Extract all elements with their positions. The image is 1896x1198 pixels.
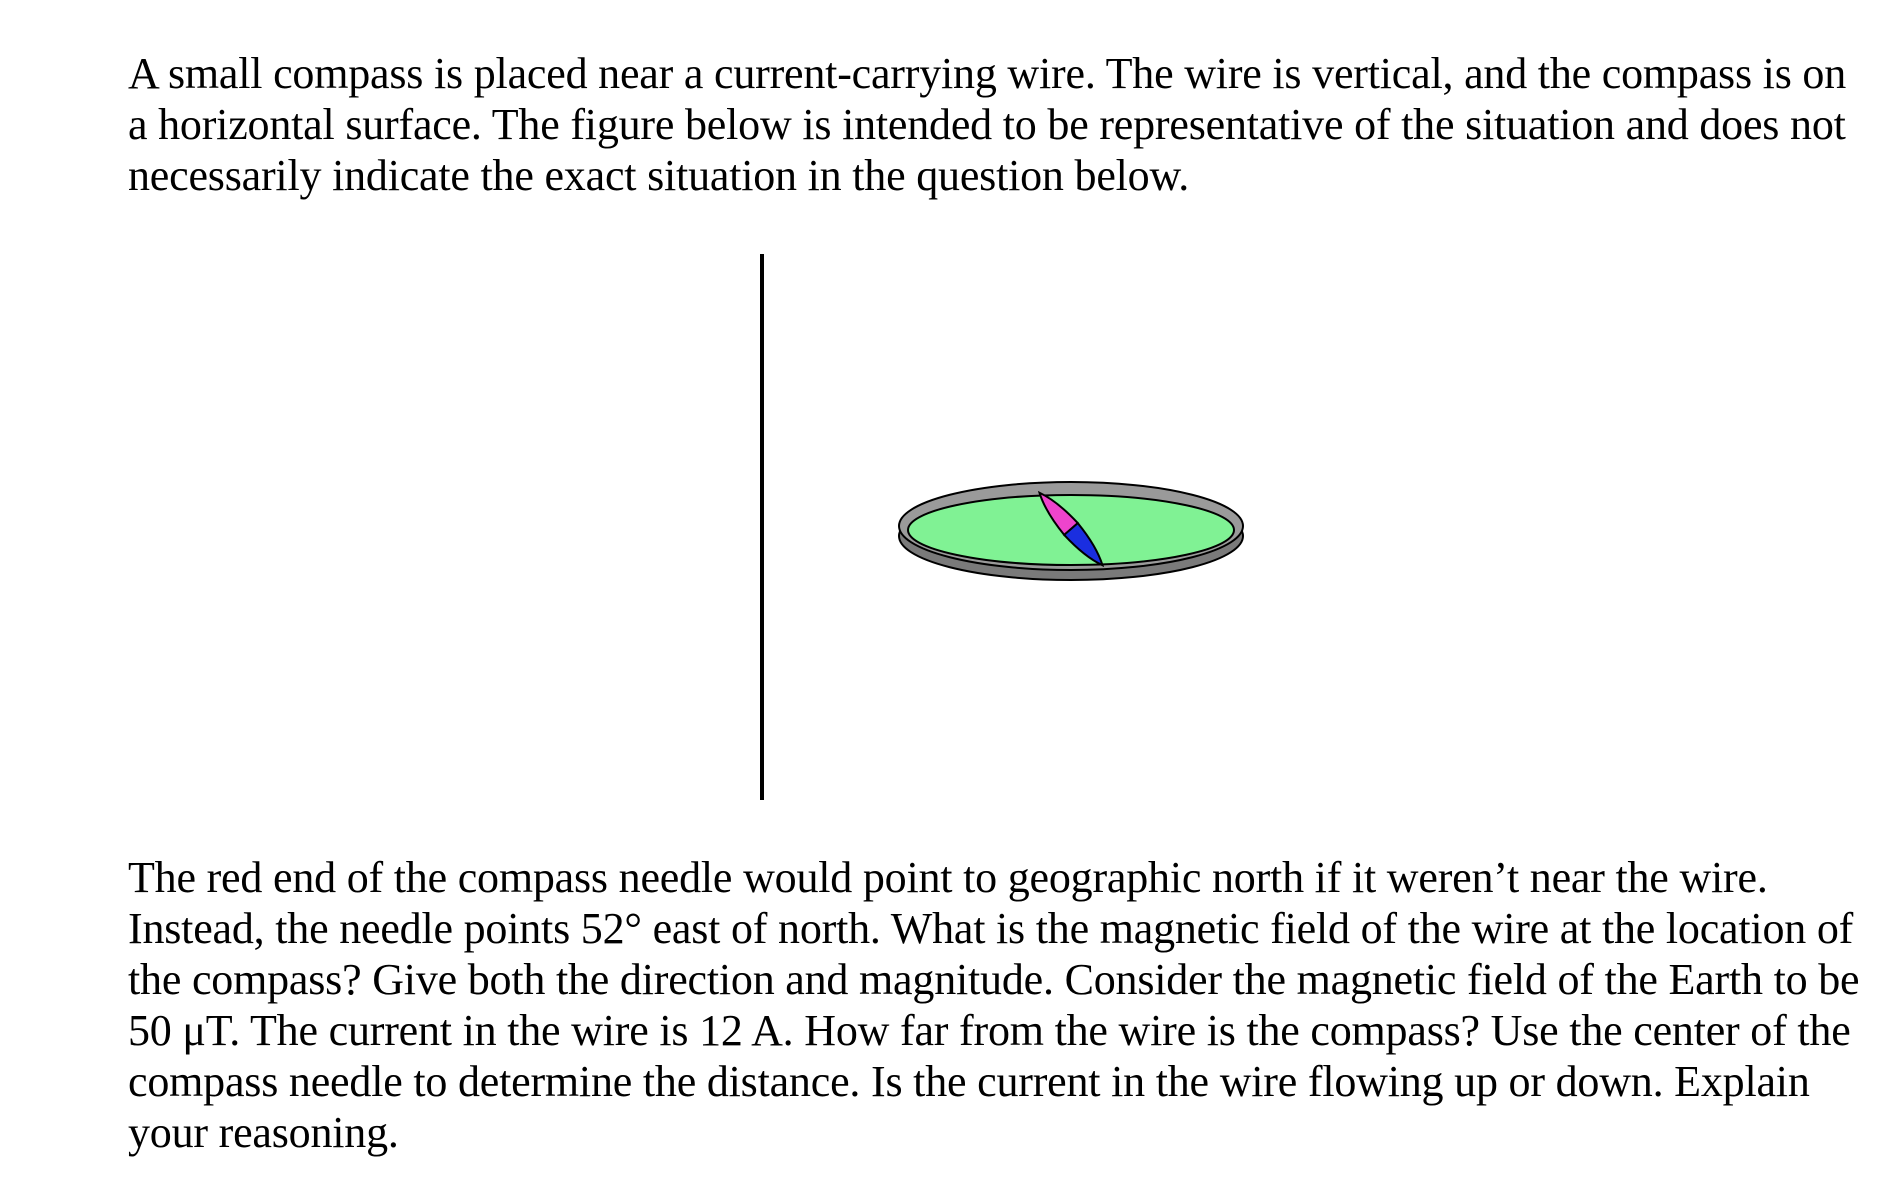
needle-red-end xyxy=(1033,487,1078,535)
compass-rim xyxy=(899,482,1243,570)
question-paragraph: The red end of the compass needle would point to geographic north if it weren’t near the wire. Instead, the needle points 52° east of north. What is the magnetic field of the wire at the location of the compass? Give both the direction and magnitude. Consider the magnetic field of the Earth to be 50 μT. The current in the wire is 12 A. How far from the wire is the compass? Use the center of the compass needle to determine the distance. Is the current in the wire flowing up or down. Explain your reasoning. xyxy=(128,853,1860,1157)
compass-rim-shadow xyxy=(899,492,1243,580)
compass xyxy=(899,482,1243,580)
needle-blue-end xyxy=(1064,523,1109,571)
compass-needle xyxy=(1033,487,1110,571)
intro-paragraph: A small compass is placed near a current-carrying wire. The wire is vertical, and the compass is on a horizontal surface. The figure below is intended to be representative of the situation and does not necessarily indicate the exact situation in the question below. xyxy=(128,49,1847,200)
compass-face xyxy=(908,495,1234,565)
